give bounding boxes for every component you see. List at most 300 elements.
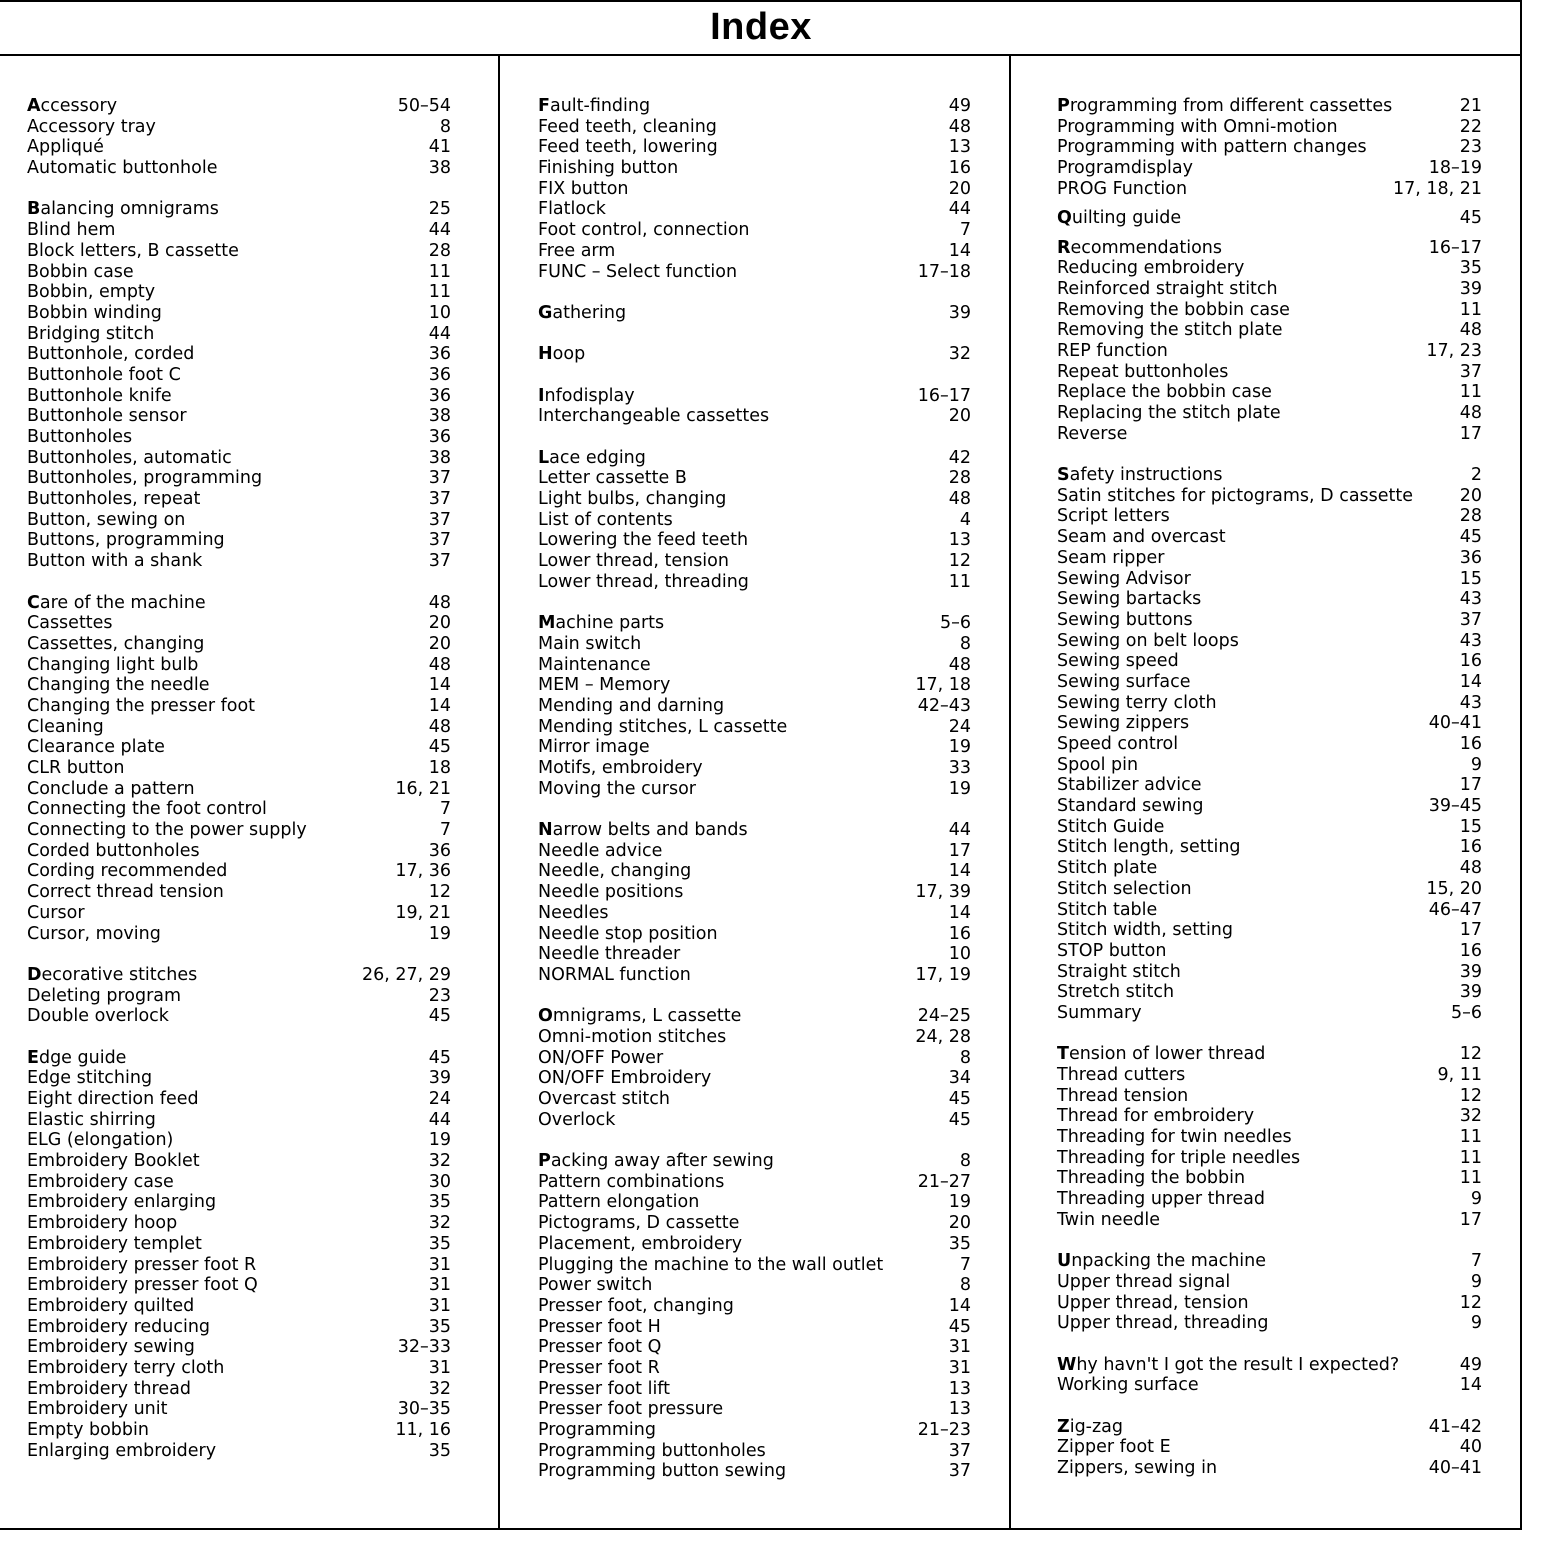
index-page-numbers: 9, 11 [1437, 1065, 1482, 1085]
index-term: Elastic shirring [27, 1109, 156, 1130]
index-entry [538, 468, 971, 489]
index-term: Sewing surface [1057, 671, 1191, 692]
index-page-numbers: 48 [948, 654, 971, 675]
index-term: Block letters, B cassette [27, 240, 239, 261]
index-entry [1057, 1189, 1482, 1210]
index-page-numbers: 17 [1459, 1209, 1482, 1230]
index-page-numbers: 31 [428, 1357, 451, 1378]
index-term: Sewing speed [1057, 651, 1179, 672]
index-entry [1057, 1375, 1482, 1396]
index-letter-group [538, 344, 971, 365]
index-page-numbers: 17, 23 [1426, 340, 1482, 361]
index-entry [27, 1068, 451, 1089]
index-entry [27, 199, 451, 220]
index-term: Presser foot, changing [538, 1295, 734, 1316]
index-page-numbers: 8 [959, 1275, 971, 1296]
index-term: Buttonhole foot C [27, 364, 181, 385]
index-term: Standard sewing [1057, 796, 1204, 817]
index-entry [538, 1296, 971, 1317]
index-page-numbers: 43 [1459, 630, 1482, 651]
index-term: Quilting guide [1057, 208, 1182, 229]
index-term: Cleaning [27, 716, 104, 737]
index-page-numbers: 45 [428, 1006, 451, 1027]
index-term: Needle threader [538, 944, 681, 965]
index-letter-group [27, 593, 451, 945]
index-term: Sewing on belt loops [1057, 630, 1239, 651]
index-entry [27, 1379, 451, 1400]
index-page-numbers: 35 [948, 1233, 971, 1254]
index-entry [538, 1317, 971, 1338]
index-term: Hoop [538, 344, 586, 365]
index-entry [538, 551, 971, 572]
index-entry [1057, 1293, 1482, 1314]
index-entry [1057, 1127, 1482, 1148]
index-term: Why havn't I got the result I expected? [1057, 1354, 1400, 1375]
index-term: Finishing button [538, 158, 679, 179]
index-entry [27, 1399, 451, 1420]
index-entry [538, 696, 971, 717]
index-entry [1057, 382, 1482, 403]
index-entry [27, 241, 451, 262]
index-term: Mirror image [538, 737, 650, 758]
index-page-numbers: 22 [1459, 116, 1482, 137]
index-entry [538, 448, 971, 469]
index-column-2 [538, 96, 971, 1503]
index-entry [1057, 424, 1482, 445]
index-term: Needle stop position [538, 923, 718, 944]
index-page-numbers: 37 [428, 530, 451, 551]
index-letter-group [538, 303, 971, 324]
index-term: Machine parts [538, 613, 665, 634]
index-term: Seam and overcast [1057, 527, 1226, 548]
index-term: Sewing buttons [1057, 609, 1193, 630]
index-term: Presser foot pressure [538, 1399, 724, 1420]
index-page-numbers: 20 [1459, 485, 1482, 506]
index-entry [1057, 96, 1482, 117]
index-entry [538, 1420, 971, 1441]
index-entry [27, 861, 451, 882]
index-entry [538, 1275, 971, 1296]
index-entry [27, 924, 451, 945]
index-term: Mending and darning [538, 695, 725, 716]
index-entry [1057, 713, 1482, 734]
index-entry [27, 841, 451, 862]
index-page-numbers: 13 [948, 137, 971, 158]
index-entry [538, 841, 971, 862]
index-page-numbers: 8 [959, 1151, 971, 1172]
index-term: Script letters [1057, 506, 1170, 527]
index-page-numbers: 48 [428, 592, 451, 613]
index-page-numbers: 13 [948, 530, 971, 551]
index-letter-group [27, 965, 451, 1027]
index-term: Edge guide [27, 1047, 127, 1068]
index-letter-group [27, 96, 451, 179]
index-term: Speed control [1057, 734, 1179, 754]
index-term: Corded buttonholes [27, 840, 200, 861]
index-page-numbers: 9 [1470, 1313, 1482, 1334]
index-term: Presser foot H [538, 1316, 661, 1337]
index-entry [1057, 1148, 1482, 1169]
index-term: Stretch stitch [1057, 982, 1175, 1003]
index-term: Thread for embroidery [1057, 1106, 1255, 1127]
index-term: Stitch width, setting [1057, 920, 1233, 941]
index-entry [1057, 362, 1482, 383]
index-entry [538, 1337, 971, 1358]
index-entry [538, 572, 971, 593]
index-page-numbers: 8 [959, 1047, 971, 1068]
index-page-numbers: 39 [1459, 278, 1482, 299]
index-term: Infodisplay [538, 385, 635, 406]
index-page-numbers: 16 [1459, 837, 1482, 858]
index-entry [538, 1110, 971, 1131]
index-page-numbers: 48 [1459, 403, 1482, 423]
index-page-numbers: 14 [948, 1295, 971, 1316]
index-entry [538, 220, 971, 241]
index-term: Recommendations [1057, 237, 1223, 258]
index-term: List of contents [538, 509, 673, 530]
index-page-numbers: 39–45 [1428, 796, 1482, 817]
index-entry [538, 634, 971, 655]
index-term: Edge stitching [27, 1068, 153, 1089]
index-page-numbers: 32 [1459, 1106, 1482, 1127]
index-entry [538, 655, 971, 676]
index-page-numbers: 32 [428, 1151, 451, 1172]
index-term: Removing the stitch plate [1057, 320, 1283, 341]
index-entry [1057, 879, 1482, 900]
index-entry [1057, 589, 1482, 610]
index-letter-group [538, 1151, 971, 1482]
index-page-numbers: 37 [1459, 361, 1482, 382]
index-entry [27, 986, 451, 1007]
index-entry [27, 448, 451, 469]
index-term: Upper thread signal [1057, 1271, 1231, 1292]
index-page-numbers: 19, 21 [395, 902, 451, 923]
index-page-numbers: 37 [948, 1461, 971, 1482]
index-term: Embroidery unit [27, 1399, 168, 1420]
index-term: Stitch Guide [1057, 816, 1165, 837]
index-term: Overlock [538, 1109, 616, 1130]
index-term: Bobbin, empty [27, 282, 156, 303]
index-entry [538, 1192, 971, 1213]
index-page-numbers: 19 [428, 923, 451, 944]
index-term: Upper thread, threading [1057, 1313, 1269, 1334]
index-term: Moving the cursor [538, 778, 696, 799]
index-page-numbers: 10 [428, 302, 451, 323]
index-page-numbers: 12 [1459, 1292, 1482, 1313]
index-term: Double overlock [27, 1006, 169, 1027]
index-page-numbers: 35 [428, 1233, 451, 1254]
index-entry [1057, 837, 1482, 858]
index-column-1 [27, 96, 451, 1482]
index-entry [27, 675, 451, 696]
index-term: ELG (elongation) [27, 1130, 174, 1151]
index-page-numbers: 39 [428, 1068, 451, 1089]
index-entry [27, 489, 451, 510]
index-entry [27, 1110, 451, 1131]
index-entry [538, 675, 971, 696]
index-page-numbers: 21–27 [917, 1171, 971, 1192]
index-entry [1057, 1251, 1482, 1272]
index-entry [538, 510, 971, 531]
index-page-numbers: 48 [428, 716, 451, 737]
index-page-numbers: 5–6 [1450, 1002, 1482, 1023]
index-entry [538, 717, 971, 738]
index-page-numbers: 32 [948, 344, 971, 365]
index-entry [27, 820, 451, 841]
index-page-numbers: 11 [948, 571, 971, 592]
index-page-numbers: 7 [959, 220, 971, 241]
index-entry [27, 758, 451, 779]
index-entry [538, 117, 971, 138]
index-entry [27, 634, 451, 655]
index-page-numbers: 31 [428, 1275, 451, 1296]
index-entry [27, 779, 451, 800]
index-page-numbers: 15 [1459, 816, 1482, 837]
index-term: NORMAL function [538, 964, 691, 985]
index-entry [27, 1213, 451, 1234]
index-entry [538, 1234, 971, 1255]
index-page-numbers: 48 [948, 489, 971, 510]
index-term: Pictograms, D cassette [538, 1213, 740, 1234]
index-term: Sewing Advisor [1057, 568, 1191, 589]
index-term: Connecting the foot control [27, 799, 267, 820]
index-page-numbers: 39 [948, 302, 971, 323]
index-entry [27, 1172, 451, 1193]
index-entry [538, 861, 971, 882]
index-page-numbers: 17 [1459, 920, 1482, 941]
index-term: Programming button sewing [538, 1461, 787, 1482]
index-term: Zipper foot E [1057, 1437, 1171, 1458]
index-term: Main switch [538, 633, 642, 654]
index-term: Gathering [538, 302, 627, 323]
index-entry [538, 199, 971, 220]
index-letter-group [538, 613, 971, 799]
index-term: Stitch table [1057, 899, 1158, 920]
index-page-numbers: 20 [428, 613, 451, 634]
index-entry [27, 262, 451, 283]
index-page-numbers: 9 [1470, 754, 1482, 775]
index-entry [27, 882, 451, 903]
index-page-numbers: 10 [948, 944, 971, 965]
index-term: Threading upper thread [1057, 1189, 1266, 1210]
index-term: Embroidery quilted [27, 1295, 195, 1316]
index-term: Safety instructions [1057, 465, 1223, 486]
index-entry [1057, 527, 1482, 548]
index-page-numbers: 17, 19 [915, 964, 971, 985]
index-entry [1057, 900, 1482, 921]
index-page-numbers: 16 [948, 158, 971, 179]
index-page-numbers: 24–25 [917, 1006, 971, 1027]
index-page-numbers: 44 [428, 1109, 451, 1130]
index-page-numbers: 45 [428, 1047, 451, 1068]
index-term: Embroidery presser foot Q [27, 1275, 258, 1296]
index-entry [27, 737, 451, 758]
index-page-numbers: 35 [428, 1440, 451, 1461]
index-term: Enlarging embroidery [27, 1440, 217, 1461]
index-entry [27, 406, 451, 427]
index-term: Feed teeth, lowering [538, 137, 718, 158]
index-entry [538, 779, 971, 800]
index-term: Button with a shank [27, 551, 203, 572]
index-page-numbers: 17, 39 [915, 882, 971, 903]
index-term: Embroidery hoop [27, 1213, 178, 1234]
index-term: Programming with Omni-motion [1057, 116, 1338, 137]
index-term: Upper thread, tension [1057, 1292, 1249, 1313]
index-term: Free arm [538, 240, 616, 261]
index-entry [1057, 1086, 1482, 1107]
index-entry [27, 365, 451, 386]
index-entry [27, 1441, 451, 1462]
index-letter-group [538, 448, 971, 593]
index-entry [1057, 1272, 1482, 1293]
index-page-numbers: 44 [948, 199, 971, 220]
index-entry [538, 737, 971, 758]
index-page-numbers: 42 [948, 447, 971, 468]
index-letter-group [1057, 96, 1482, 199]
index-page-numbers: 43 [1459, 589, 1482, 610]
index-entry [27, 386, 451, 407]
index-entry [27, 117, 451, 138]
index-term: Placement, embroidery [538, 1233, 743, 1254]
index-page-numbers: 19 [948, 778, 971, 799]
index-entry [27, 137, 451, 158]
index-entry [538, 1027, 971, 1048]
index-page-numbers: 26, 27, 29 [361, 964, 451, 985]
index-term: Unpacking the machine [1057, 1251, 1267, 1272]
index-term: Presser foot Q [538, 1337, 662, 1358]
index-page-numbers: 14 [948, 861, 971, 882]
index-page-numbers: 28 [948, 468, 971, 489]
index-entry [27, 696, 451, 717]
index-entry [1057, 569, 1482, 590]
index-page-numbers: 12 [1459, 1044, 1482, 1065]
index-page-numbers: 34 [948, 1068, 971, 1089]
index-entry [538, 489, 971, 510]
index-page-numbers: 14 [948, 240, 971, 261]
index-page-numbers: 15, 20 [1426, 878, 1482, 899]
index-letter-group [27, 199, 451, 571]
index-page-numbers: 11 [428, 261, 451, 282]
index-entry [27, 1089, 451, 1110]
index-term: Stitch length, setting [1057, 837, 1241, 858]
index-entry [538, 1358, 971, 1379]
index-entry [1057, 775, 1482, 796]
index-entry [538, 96, 971, 117]
index-term: Sewing bartacks [1057, 589, 1202, 610]
index-term: Straight stitch [1057, 961, 1181, 982]
index-page-numbers: 15 [1459, 568, 1482, 589]
index-entry [27, 593, 451, 614]
index-term: Narrow belts and bands [538, 820, 748, 841]
index-term: Feed teeth, cleaning [538, 116, 717, 137]
index-term: Cursor, moving [27, 923, 161, 944]
index-page-numbers: 16 [1459, 734, 1482, 754]
index-entry [27, 510, 451, 531]
index-term: FUNC – Select function [538, 261, 738, 282]
index-entry [27, 1151, 451, 1172]
index-entry [27, 303, 451, 324]
index-page-numbers: 38 [428, 447, 451, 468]
index-entry [538, 944, 971, 965]
index-entry [27, 965, 451, 986]
index-page-numbers: 45 [428, 737, 451, 758]
index-page-numbers: 30–35 [397, 1399, 451, 1420]
index-term: Changing the needle [27, 675, 210, 696]
index-term: Lowering the feed teeth [538, 530, 749, 551]
index-page-numbers: 40–41 [1428, 713, 1482, 734]
index-term: Sewing zippers [1057, 713, 1190, 734]
index-entry [1057, 548, 1482, 569]
index-page-numbers: 41 [428, 137, 451, 158]
index-term: Interchangeable cassettes [538, 406, 770, 427]
index-term: Needles [538, 902, 609, 923]
index-term: Light bulbs, changing [538, 489, 727, 510]
index-entry [1057, 117, 1482, 138]
index-term: Letter cassette B [538, 468, 687, 489]
index-term: Decorative stitches [27, 964, 198, 985]
index-term: Empty bobbin [27, 1420, 149, 1440]
index-term: Repeat buttonholes [1057, 361, 1229, 382]
index-page-numbers: 14 [428, 695, 451, 716]
index-page-numbers: 8 [959, 633, 971, 654]
index-page-numbers: 18–19 [1428, 158, 1482, 179]
index-page-numbers: 37 [428, 468, 451, 489]
index-term: Changing the presser foot [27, 695, 256, 716]
index-term: Working surface [1057, 1375, 1199, 1396]
index-term: Seam ripper [1057, 547, 1165, 568]
index-term: Threading for twin needles [1057, 1127, 1292, 1148]
index-page-numbers: 20 [428, 633, 451, 654]
index-term: Balancing omnigrams [27, 199, 219, 220]
index-term: Plugging the machine to the wall outlet [538, 1254, 884, 1275]
index-term: Buttonhole, corded [27, 344, 195, 365]
title-bar [0, 0, 1522, 56]
index-page-numbers: 45 [1459, 527, 1482, 548]
index-page-numbers: 16 [948, 923, 971, 944]
index-entry [1057, 672, 1482, 693]
index-entry [27, 220, 451, 241]
index-entry [538, 241, 971, 262]
index-term: Threading the bobbin [1057, 1168, 1246, 1189]
index-letter-group [1057, 1044, 1482, 1230]
index-page-numbers: 11 [428, 282, 451, 303]
index-term: Embroidery case [27, 1171, 174, 1192]
index-page-numbers: 32 [428, 1378, 451, 1399]
index-page-numbers: 11, 16 [395, 1420, 451, 1440]
index-entry [1057, 1106, 1482, 1127]
index-page-numbers: 43 [1459, 692, 1482, 713]
index-page-numbers: 19 [948, 737, 971, 758]
index-entry [1057, 610, 1482, 631]
index-page-numbers: 44 [948, 820, 971, 841]
index-term: Reinforced straight stitch [1057, 278, 1278, 299]
page-title: Index [710, 5, 812, 48]
index-term: Care of the machine [27, 592, 206, 613]
index-term: Embroidery Booklet [27, 1151, 200, 1172]
index-entry [1057, 982, 1482, 1003]
index-term: Twin needle [1057, 1209, 1160, 1230]
index-term: Omni-motion stitches [538, 1026, 727, 1047]
index-entry [27, 903, 451, 924]
index-term: Spool pin [1057, 754, 1139, 775]
index-entry [1057, 279, 1482, 300]
index-page-numbers: 35 [1459, 258, 1482, 279]
index-letter-group [1057, 1417, 1482, 1479]
index-term: Reverse [1057, 423, 1128, 444]
index-entry [27, 1234, 451, 1255]
index-entry [538, 613, 971, 634]
index-page-numbers: 14 [1459, 671, 1482, 692]
